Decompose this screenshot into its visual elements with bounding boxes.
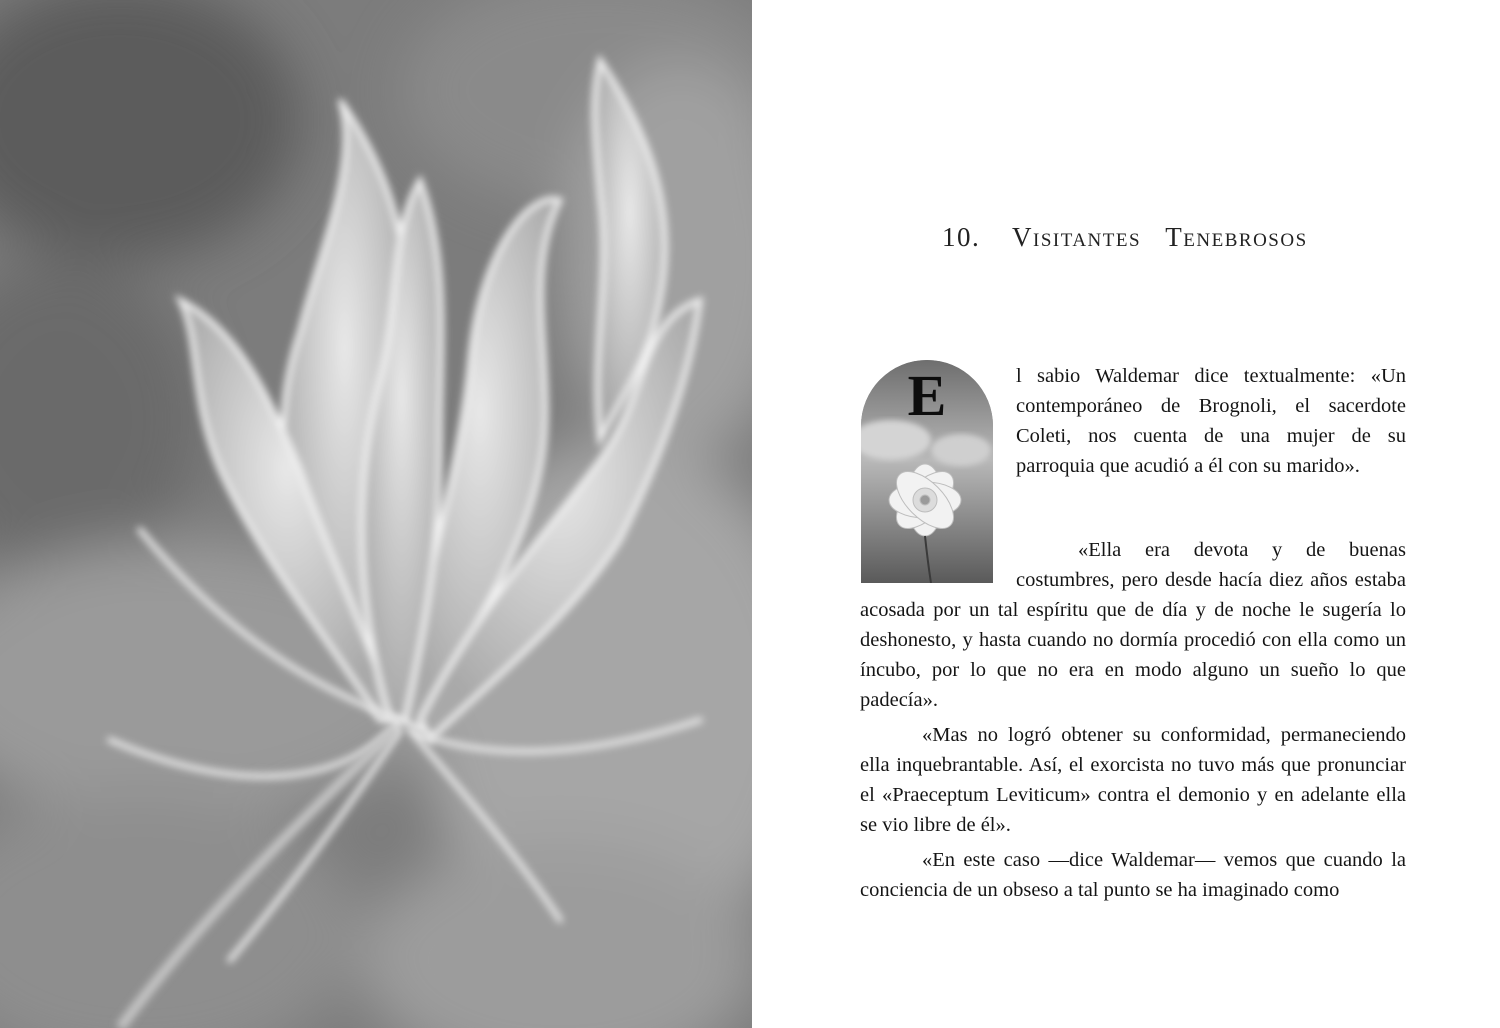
paragraph-2-text: «Ella era devota y de buenas costumbres, pero desde hacía diez años estaba acosada por un tal espíritu que de día y de noche le sugería lo deshonesto, y hasta cuando no dormía procedió con ella como un íncubo, por lo que no era en modo alguno un sueño lo que padecía». [860, 539, 1406, 711]
paragraph-4: «En este caso —dice Waldemar— vemos que cuando la conciencia de un obseso a tal punto se ha imaginado como [860, 849, 1406, 901]
paragraph-3: «Mas no logró obtener su conformidad, permaneciendo ella inquebrantable. Así, el exorcista no tuvo más que pronunciar el «Praeceptum Leviticum» contra el demonio y en adelante ella se vio libre de él». [860, 724, 1406, 836]
chapter-title-word-2: Tenebrosos [1165, 222, 1308, 252]
text-page [752, 0, 1500, 1028]
paragraph-2 [860, 535, 1406, 715]
paragraph-1: l sabio Waldemar dice textualmente: «Un contemporáneo de Brognoli, el sacerdote Coleti, nos cuenta de una mujer de su parroquia que acudió a él con su marido». [1016, 365, 1406, 477]
chapter-title-word-1: Visitantes [1012, 222, 1142, 252]
dropcap-letter: E [907, 363, 947, 428]
chapter-number: 10. [942, 222, 981, 252]
dropcap-float-spacer [860, 535, 1016, 595]
chapter-title [942, 222, 1392, 253]
